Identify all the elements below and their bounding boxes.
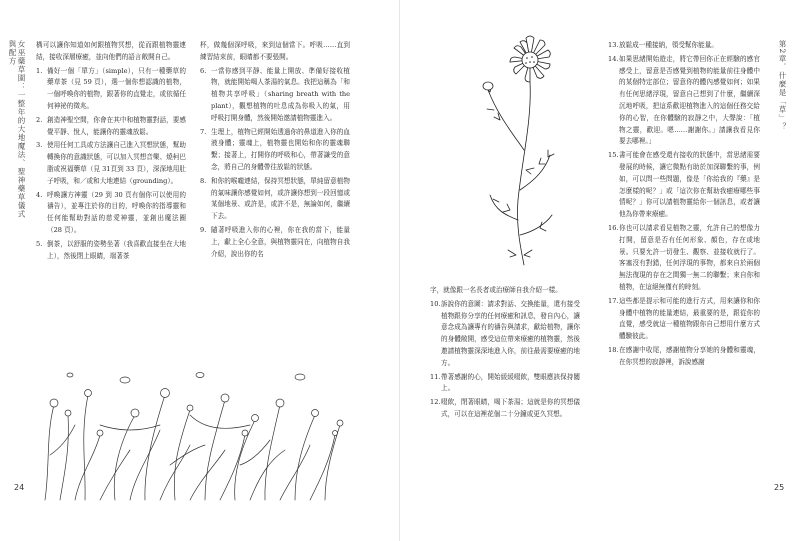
list-item: 8. 和你的喉嚨連結，保持冥想狀態，單純留意植物的氣味讓你感覺如何，或許讓你想到一段回憶或某個地景、或許是，或許不是，無論如何，繼續下去。	[200, 176, 350, 221]
left-column-2	[200, 40, 350, 262]
list-item: 18. 在感謝中收尾，感謝植物分享她的身體和靈魂，在你冥想的寂靜裡，訴說感謝	[608, 345, 760, 366]
list-item: 2. 創造神聖空間，你會在其中和植物靈對話，要感覺平靜、悅人，能讓你的靈魂放鬆。	[36, 115, 186, 136]
meadow-flowers-illustration	[40, 355, 350, 505]
list-item: 11. 帶著感謝的心，開始緩緩啜飲，雙眼應該保持闔上。	[430, 372, 580, 393]
list-item: 7. 生理上，植物已經開始透過你的鼻道進入你的血液身體；靈魂上，植物靈也開始和你的靈魂聯繫；接著上，打開你的呼吸和心，帶著謙受的意念，將自己的身體帶往放鬆的狀態。	[200, 127, 350, 171]
page-number: 24	[14, 483, 25, 492]
page-number: 25	[774, 483, 785, 492]
list-item: 13. 放鬆成一種接納，領受幫你能量。	[608, 41, 718, 49]
right-page	[400, 0, 799, 541]
left-side-header: 女巫藥草園：一整年的大地魔法、聖神藥草儀式與配方	[8, 40, 26, 219]
list-item: 17. 這些都是提示和可能的進行方式，用來讓你和你身體中植物的能量連結，最重要的是，跟從你的直覺，感受就這一種植物跟你自己想用什麼方式體驗彼此。	[608, 296, 760, 341]
list-item: 14. 如果思緒開始遊走，將它帶回你正在經驗的感官感受上，留意是否感覺到植物的能量前往身體中的某個特定部位；留意你的體內感覺如何；如果有任何思緒浮現，留意自己想到了什麼，繼續深沉地呼吸，把這系歡迎植物進入的這個任務交給你的心智，在你體驗的寂靜之中，大聲說：「植物之靈，歡迎。嗯……謝謝你。」請讓我看見你要去哪裡。」	[608, 54, 760, 146]
list-item: 4. 呼喚讓方神靈（29 到 30 頁有個你可以使用的禱告），並專注於你的目的，呼喚你的指導靈和任何能幫助對話的慈愛神靈，並創出魔法圈（28 頁）。	[36, 190, 186, 234]
list-item: 6. 一當你感到平靜、能量上開放、準備好接收植物，就能開始喝人茶湯的氣息。我把這稱為「和植物共享呼吸」（sharing breath with the plant），觀想植物的吐息成為你吸入的氣，用呼吸打開身體，然後開始邀請植物靈進入。	[200, 66, 350, 122]
right-column-1	[430, 285, 580, 423]
list-item: 10. 訴說你的意圖：請求對話、交換能量，還有接受植物跟你分享的任何療癒和訊息，發自內心，讓意念成為讓專有的禱告與請求，獻給植物，讓你的身體敞開，感受這位帶來療癒的植物靈，然後邀請植物靈深深地進入你，前往最需要療癒的地方。	[430, 299, 580, 367]
left-column-1	[36, 40, 186, 264]
left-page	[0, 0, 399, 541]
paragraph: 字，就像跟一名長者或治療師自我介紹一樣。	[430, 286, 562, 294]
list-item: 1. 備好一個「單方」（simple），只有一種藥草的藥草茶（見 59 頁），選一個你想認識的植物，一個呼喚你的植物，跟著你的直覺走，或依循任何神祕的徵兆。	[36, 66, 186, 110]
list-item: 12. 啜飲，閉著眼睛，喝下茶湯；這就是你的冥想儀式，可以在這裡花個二十分鐘或更久冥想。	[430, 398, 580, 418]
right-column-2	[608, 40, 760, 371]
chamomile-flower-illustration	[460, 20, 585, 270]
paragraph: 構可以讓你知道如何跟植物冥想，從而跟植物靈連結，接收深層療癒，並向他們的語言敞開自己。	[36, 41, 186, 61]
list-item: 16. 你也可以請求看見植物之靈，允許自己的想像力打開，留意是否有任何形象、顏色，存在或地景。只要允許一切發生、觀察、並接收就行了。客塞沒有對錯，任何浮現的事物，都來自於兩個無法復現的存在之間獨一無二的聯繫；來自你和植物，在這絕無僅有的時刻。	[608, 223, 760, 291]
list-item: 5. 倒茶，以舒服的姿勢坐著（我喜歡直接坐在大地上），然後閉上眼睛，端著茶	[36, 239, 186, 260]
list-item: 3. 使用任何工具或方法讓自己進入冥想狀態，幫助轉換你的意識狀態，可以加入冥想音樂、燒柯巴脂或祝福藥草（見 31頁到 33 頁），深深地用肚子呼吸，和／或和大地連結（grounding）。	[36, 141, 186, 185]
list-item: 15. 書可能會在感受還有接收的狀態中，當思緒需要發展的時候，讓它微點有助於加深聯繫的事，例如，可以問一些問題，像是「你給我的『藥』是怎麼樣的呢？」或「這次你在幫助我癒療哪些事情呢？」你可以請植物靈給你一個訊息，或者讓他為你帶來療癒。	[608, 151, 760, 219]
list-item: 9. 隨著呼吸進入你的心裡，你在我的當下，能量上，獻上全心全意，與植物靈同在，向植物自我介紹，說出你的名	[200, 225, 350, 258]
right-side-header: 第2章．什麼是「草」？	[778, 40, 787, 131]
paragraph: 杯，做幾個深呼吸，來到這個當下。呼吸……直到練習結束前，眼睛都不要張開。	[200, 41, 350, 61]
